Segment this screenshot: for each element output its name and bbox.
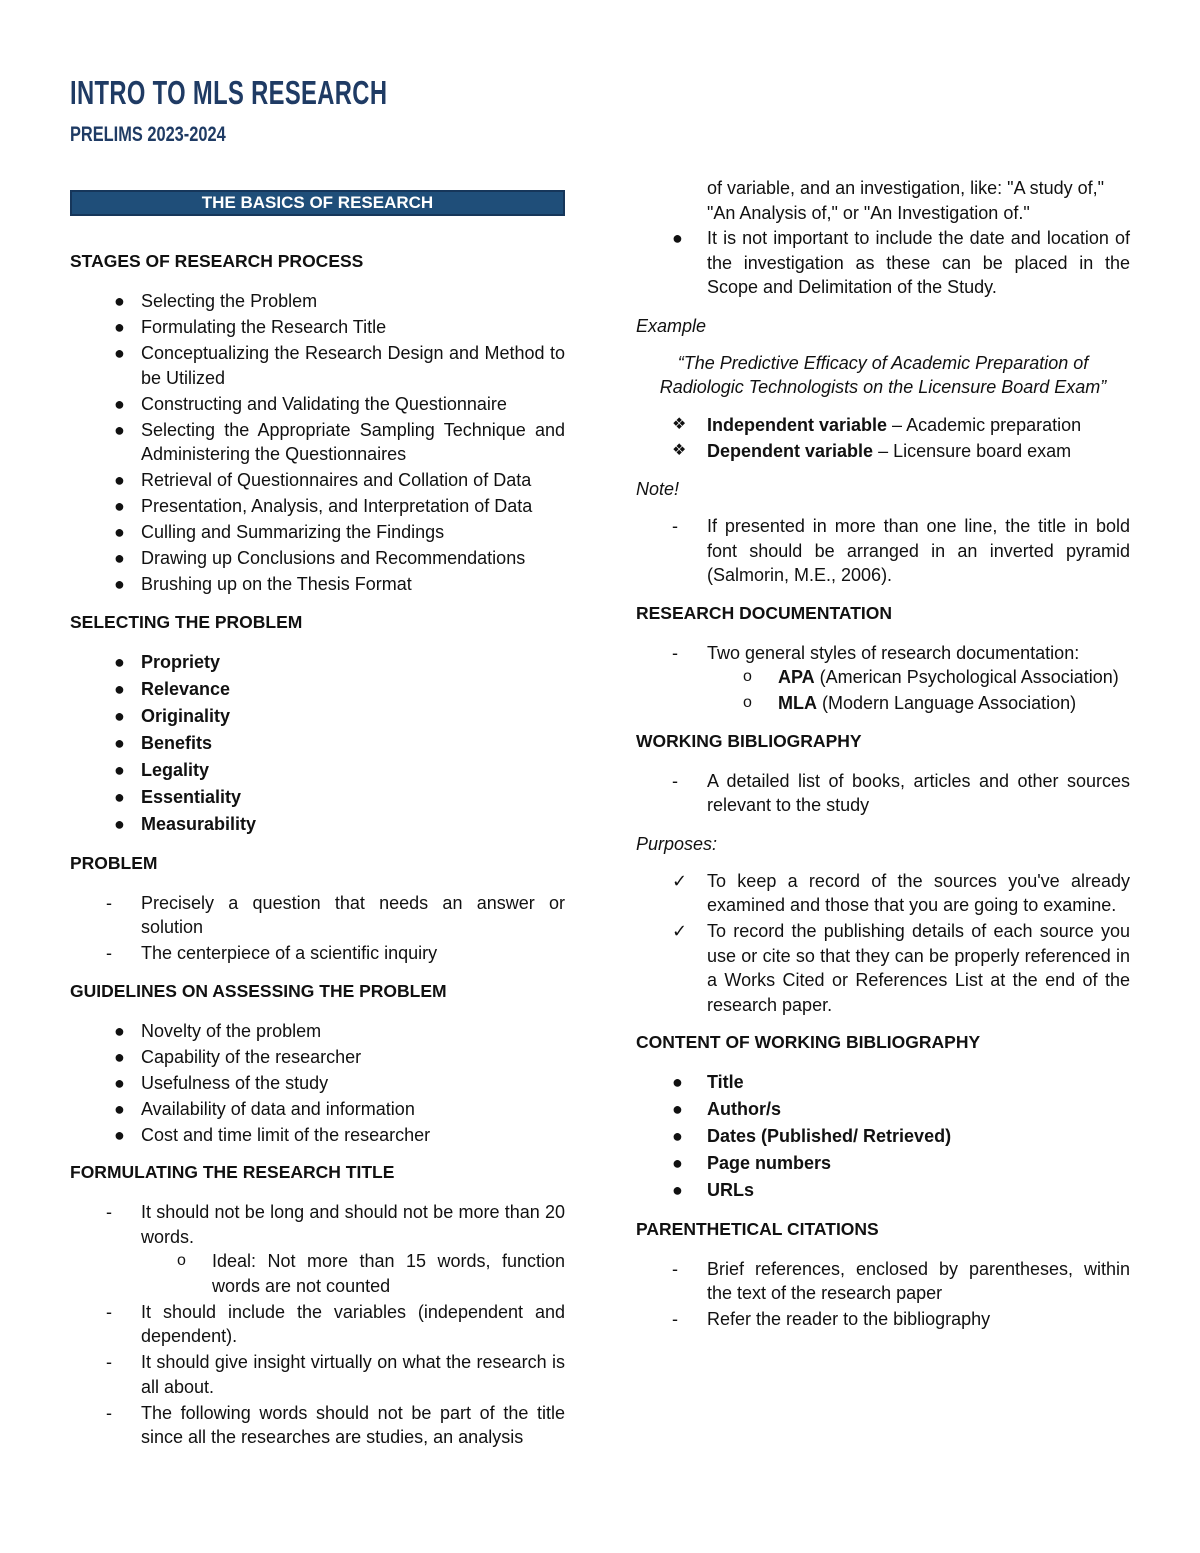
- list-item: - It should give insight virtually on what the research is all about.: [106, 1352, 565, 1397]
- date-list: [636, 226, 1130, 300]
- bullet-icon: ●: [114, 1072, 125, 1093]
- selecting-heading: SELECTING THE PROBLEM: [70, 611, 303, 632]
- list-item: ● Formulating the Research Title: [70, 315, 565, 340]
- dash-icon: -: [672, 516, 678, 536]
- variable-list: [636, 413, 1130, 464]
- citations-heading: PARENTHETICAL CITATIONS: [636, 1218, 879, 1239]
- dash-icon: -: [672, 642, 678, 663]
- content-heading: CONTENT OF WORKING BIBLIOGRAPHY: [636, 1032, 981, 1052]
- bullet-icon: ●: [672, 228, 683, 248]
- sub-list-item: o Ideal: Not more than 15 words, function words are not counted: [177, 1251, 565, 1296]
- problem-list: [70, 891, 565, 966]
- bullet-icon: ●: [114, 419, 125, 440]
- list-item: ● Selecting the Problem: [70, 289, 565, 314]
- example-label: Example: [636, 315, 707, 336]
- bullet-icon: ●: [114, 1098, 125, 1119]
- list-item: ❖ Dependent variable – Licensure board exam: [636, 439, 1130, 464]
- continued-list: [636, 176, 1130, 225]
- check-icon: ✓: [672, 870, 688, 891]
- stages-heading: STAGES OF RESEARCH PROCESS: [70, 251, 364, 271]
- selecting-list: [70, 650, 565, 838]
- purposes-label: Purposes:: [636, 833, 718, 854]
- citations-list: [636, 1257, 1130, 1332]
- circle-bullet-icon: o: [743, 694, 752, 711]
- bullet-icon: ●: [114, 1124, 125, 1145]
- note-list: [636, 514, 1130, 588]
- bullet-icon: ●: [672, 1180, 683, 1201]
- list-item: ✓ To record the publishing details of each source you use or cite so that they can be properly referenced in a Works Cited or References List at the end of the research paper.: [672, 921, 1130, 1015]
- sub-list: [141, 1249, 565, 1298]
- bullet-icon: ●: [672, 1072, 683, 1092]
- document-subtitle: PRELIMS 2023-2024: [70, 123, 226, 146]
- list-item: ● Cost and time limit of the researcher: [70, 1123, 565, 1148]
- list-item: ● Author/s: [636, 1097, 1130, 1123]
- example-quote: “The Predictive Efficacy of Academic Preparation of Radiologic Technologists on the Licensure Board Exam”: [659, 352, 1107, 397]
- check-icon: ✓: [672, 921, 688, 941]
- list-item: - Refer the reader to the bibliography: [636, 1307, 1130, 1332]
- stages-list: [70, 289, 565, 597]
- list-item: ● Benefits: [70, 731, 565, 757]
- bullet-icon: ●: [114, 522, 125, 542]
- list-item: - If presented in more than one line, the title in bold font should be arranged in an inverted pyramid (Salmorin, M.E., 2006).: [672, 516, 1130, 585]
- bullet-icon: ●: [114, 393, 125, 414]
- bullet-icon: ●: [114, 732, 125, 753]
- documentation-heading: RESEARCH DOCUMENTATION: [636, 602, 893, 623]
- list-item: - Two general styles of research documentation: o APA (American Psychological Association) o MLA (Modern Language Association): [636, 641, 1130, 716]
- list-item: ● Novelty of the problem: [70, 1019, 565, 1044]
- dash-icon: -: [106, 943, 112, 964]
- list-item: ● Measurability: [70, 812, 565, 838]
- circle-bullet-icon: o: [743, 668, 752, 685]
- working-heading: WORKING BIBLIOGRAPHY: [636, 730, 862, 751]
- left-column: [70, 190, 565, 1464]
- list-item: ● Dates (Published/ Retrieved): [636, 1124, 1130, 1150]
- bullet-icon: ●: [672, 1153, 683, 1174]
- dash-icon: -: [106, 1202, 112, 1223]
- dash-icon: -: [106, 892, 112, 913]
- bullet-icon: ●: [114, 343, 125, 363]
- list-item: ● It is not important to include the date and location of the investigation as these can be placed in the Scope and Delimitation of the Study.: [672, 228, 1130, 297]
- list-item: - Brief references, enclosed by parentheses, within the text of the research paper: [672, 1258, 1130, 1304]
- list-item: ● Usefulness of the study: [70, 1071, 565, 1096]
- list-item: ● Availability of data and information: [70, 1097, 565, 1122]
- list-item: ● Retrieval of Questionnaires and Collation of Data: [70, 468, 565, 493]
- list-item: ❖ Independent variable – Academic preparation: [636, 413, 1130, 438]
- bullet-icon: ●: [114, 651, 125, 672]
- bullet-icon: ●: [114, 759, 125, 780]
- dash-icon: -: [106, 1402, 112, 1423]
- bullet-icon: ●: [114, 678, 125, 699]
- document-title: INTRO TO MLS RESEARCH: [70, 74, 388, 111]
- list-item: - The following words should not be part of the title since all the researches are studies, an analysis: [106, 1402, 565, 1448]
- bullet-icon: ●: [114, 317, 125, 337]
- guidelines-list: [70, 1019, 565, 1148]
- list-item: ● Capability of the researcher: [70, 1045, 565, 1070]
- list-item: ● Essentiality: [70, 785, 565, 811]
- purposes-list: [636, 869, 1130, 1018]
- sub-list: [707, 665, 1130, 716]
- bullet-icon: ●: [114, 574, 125, 594]
- list-item: - A detailed list of books, articles and other sources relevant to the study: [672, 770, 1130, 815]
- formulating-list: [70, 1200, 565, 1450]
- list-item: - Precisely a question that needs an answer or solution: [106, 892, 565, 938]
- formulating-heading: FORMULATING THE RESEARCH TITLE: [70, 1162, 395, 1183]
- sub-list-item: o APA (American Psychological Association): [707, 665, 1130, 690]
- bullet-icon: ●: [114, 786, 125, 807]
- list-item: ● Legality: [70, 758, 565, 784]
- bullet-icon: ●: [114, 496, 125, 516]
- list-item: ● Selecting the Appropriate Sampling Technique and Administering the Questionnaires: [114, 419, 565, 464]
- bullet-icon: ●: [114, 1020, 125, 1041]
- note-label: Note!: [636, 479, 680, 499]
- problem-heading: PROBLEM: [70, 852, 158, 873]
- bullet-icon: ●: [114, 705, 125, 726]
- list-item: ● Drawing up Conclusions and Recommendations: [70, 546, 565, 571]
- bullet-icon: ●: [114, 548, 125, 568]
- list-item: ● URLs: [636, 1178, 1130, 1204]
- bullet-icon: ●: [672, 1099, 683, 1120]
- list-item: ● Title: [636, 1070, 1130, 1096]
- list-item: ● Culling and Summarizing the Findings: [70, 520, 565, 545]
- list-item: ● Presentation, Analysis, and Interpretation of Data: [70, 494, 565, 519]
- list-item: ● Page numbers: [636, 1151, 1130, 1177]
- dash-icon: -: [672, 770, 678, 791]
- bullet-icon: ●: [114, 470, 125, 490]
- list-item: ● Conceptualizing the Research Design and Method to be Utilized: [114, 343, 565, 388]
- list-item: - It should not be long and should not be more than 20 words. o Ideal: Not more than 15 words, function words are not counted: [70, 1200, 565, 1298]
- list-item: ● Propriety: [70, 650, 565, 676]
- diamond-icon: ❖: [672, 415, 687, 433]
- circle-bullet-icon: o: [177, 1252, 186, 1270]
- content-list: [636, 1070, 1130, 1204]
- dash-icon: -: [106, 1352, 112, 1373]
- bullet-icon: ●: [114, 291, 125, 311]
- list-item: - It should include the variables (independent and dependent).: [106, 1301, 565, 1347]
- dash-icon: -: [106, 1301, 112, 1322]
- list-item: of variable, and an investigation, like: "A study of," "An Analysis of," or "An Investigation of.": [707, 178, 1105, 223]
- list-item: ✓ To keep a record of the sources you've already examined and those that you are going to examine.: [672, 870, 1130, 915]
- diamond-icon: ❖: [672, 441, 687, 459]
- right-column: [636, 176, 1130, 1346]
- dash-icon: -: [672, 1309, 678, 1330]
- section-banner: THE BASICS OF RESEARCH: [70, 190, 565, 216]
- list-item: ● Brushing up on the Thesis Format: [70, 572, 565, 597]
- list-item: ● Originality: [70, 704, 565, 730]
- bullet-icon: ●: [114, 814, 125, 835]
- guidelines-heading: GUIDELINES ON ASSESSING THE PROBLEM: [70, 980, 447, 1001]
- working-list: [636, 769, 1130, 818]
- sub-list-item: o MLA (Modern Language Association): [707, 691, 1130, 716]
- list-item: - The centerpiece of a scientific inquiry: [70, 941, 565, 966]
- bullet-icon: ●: [114, 1046, 125, 1067]
- documentation-list: [636, 641, 1130, 716]
- list-item: ● Constructing and Validating the Questionnaire: [70, 392, 565, 417]
- bullet-icon: ●: [672, 1126, 683, 1147]
- list-item: ● Relevance: [70, 677, 565, 703]
- dash-icon: -: [672, 1258, 678, 1279]
